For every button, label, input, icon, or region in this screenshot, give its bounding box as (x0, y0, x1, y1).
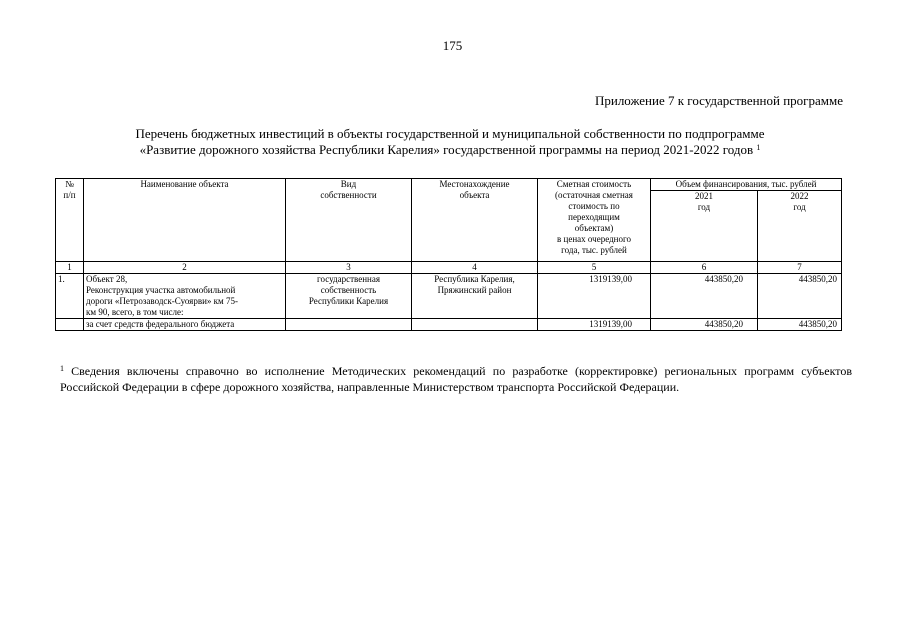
header-name: Наименование объекта (84, 179, 286, 262)
object-name-line: дороги «Петрозаводск-Суоярви» км 75- (86, 296, 238, 306)
location-line: Республика Карелия, (434, 274, 515, 284)
column-number: 7 (758, 262, 842, 274)
ownership-line: Республики Карелия (308, 296, 389, 306)
header-cost (538, 179, 651, 262)
column-numbers-row (56, 262, 842, 274)
row-location (412, 274, 538, 319)
row-location (412, 319, 538, 331)
column-number: 6 (651, 262, 758, 274)
row-cost: 1319139,00 (538, 319, 651, 331)
row-object-name (84, 274, 286, 319)
header-num-line: п/п (63, 190, 76, 200)
footnote-mark: 1 (60, 364, 64, 373)
document-title (60, 126, 840, 158)
appendix-title: Приложение 7 к государственной программе (594, 93, 843, 108)
header-cost-line: переходящим (568, 212, 620, 222)
footnote-text: Сведения включены справочно во исполнение Методических рекомендаций по разработке (корректировке) региональных программ субъектов Российской Федерации в сфере дорожного хозяйства, направленные Министерством транспорта Российской Федерации. (60, 364, 852, 394)
row-cost: 1319139,00 (538, 274, 651, 319)
object-name-line: Объект 28, (86, 274, 128, 284)
column-number: 1 (56, 262, 84, 274)
row-object-name: за счет средств федерального бюджета (84, 319, 286, 331)
header-cost-line: (остаточная сметная (555, 190, 633, 200)
row-ownership (286, 319, 412, 331)
header-location-line: объекта (459, 190, 490, 200)
budget-investments-table (55, 178, 842, 331)
page-number: 175 (442, 38, 463, 53)
object-name-line: Реконструкция участка автомобильной (86, 285, 236, 295)
footnote-reference: 1 (756, 143, 761, 152)
row-ownership (286, 274, 412, 319)
row-num: 1. (56, 274, 84, 319)
header-ownership (286, 179, 412, 262)
header-location (412, 179, 538, 262)
column-number: 4 (412, 262, 538, 274)
header-cost-line: объектам) (574, 223, 614, 233)
header-year-2021 (651, 191, 758, 262)
header-num (56, 179, 84, 262)
header-year-line: 2021 (695, 191, 713, 201)
header-cost-line: года, тыс. рублей (561, 245, 627, 255)
header-cost-line: в ценах очередного (557, 234, 631, 244)
header-year-line: 2022 (790, 191, 809, 201)
ownership-line: государственная (317, 274, 380, 284)
row-funding-2021: 443850,20 (651, 274, 758, 319)
object-name-line: км 90, всего, в том числе: (86, 307, 184, 317)
column-number: 3 (286, 262, 412, 274)
header-year-line: год (697, 202, 711, 212)
header-location-line: Местонахождение (439, 179, 510, 189)
column-number: 2 (84, 262, 286, 274)
header-ownership-line: собственности (320, 190, 377, 200)
location-line: Пряжинский район (437, 285, 512, 295)
column-number: 5 (538, 262, 651, 274)
header-num-line: № (65, 179, 74, 189)
header-cost-line: Сметная стоимость (556, 179, 632, 189)
row-funding-2022: 443850,20 (758, 319, 842, 331)
row-funding-2021: 443850,20 (651, 319, 758, 331)
table-row (56, 274, 842, 319)
header-year-line: год (793, 202, 806, 212)
title-line-2-text: «Развитие дорожного хозяйства Республики Карелия» государственной программы на период 2021-2022 годов (139, 142, 754, 157)
header-ownership-line: Вид (340, 179, 357, 189)
table-row (56, 319, 842, 331)
header-cost-line: стоимость по (568, 201, 620, 211)
footnote (60, 363, 852, 395)
row-funding-2022: 443850,20 (758, 274, 842, 319)
header-row-1 (56, 179, 842, 191)
row-num (56, 319, 84, 331)
title-line-1: Перечень бюджетных инвестиций в объекты государственной и муниципальной собственности по подпрограмме (135, 126, 765, 141)
ownership-line: собственность (320, 285, 377, 295)
title-line-2 (60, 142, 840, 158)
header-funding-group: Объем финансирования, тыс. рублей (651, 179, 842, 191)
header-year-2022 (758, 191, 842, 262)
